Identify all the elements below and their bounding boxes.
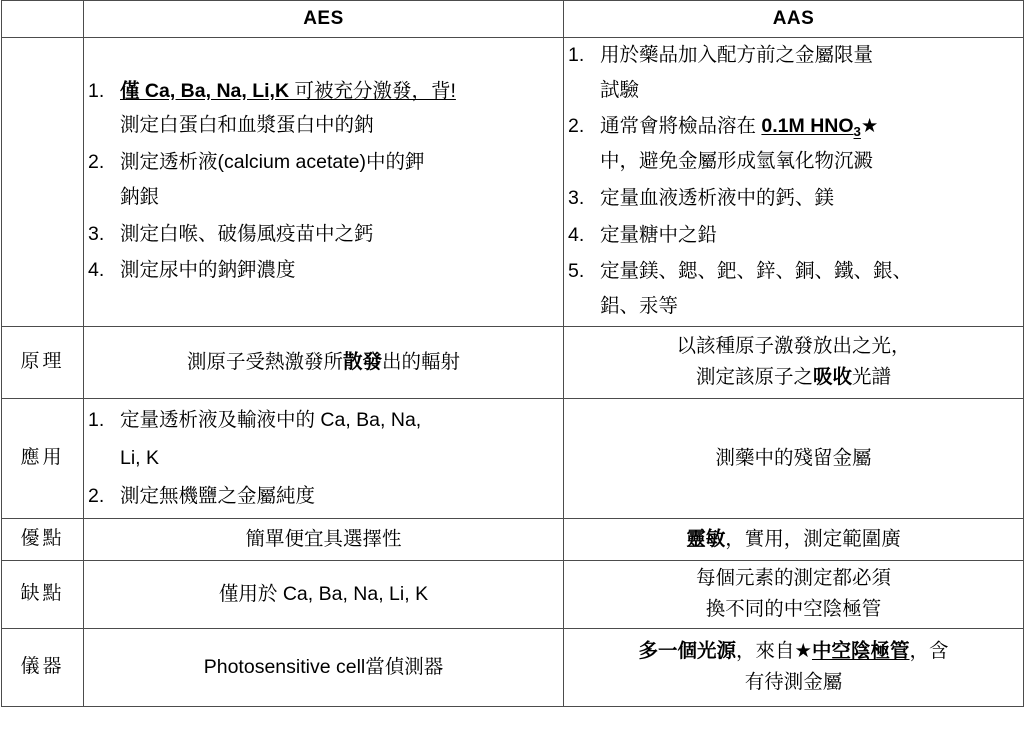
cell-aes-disadvantages: 僅用於 Ca, Ba, Na, Li, K [84,560,564,628]
cell-aas-disadvantages [564,560,1024,628]
list-item [564,254,1023,323]
list-item [84,217,563,252]
list-item [84,477,563,515]
aes-item3: 測定白喉、破傷風疫苗中之鈣 [120,222,374,245]
star-icon: ★ [860,115,879,138]
aas-instr-tail: ，含 [909,639,949,662]
cell-aes-advantages: 簡單便宜具選擇性 [84,518,564,560]
aes-item1-line2: 測定白蛋白和血漿蛋白中的鈉 [120,114,374,137]
list-item [564,218,1023,253]
row-label-instrument: 儀器 [2,628,84,706]
table-header-row [2,1,1024,38]
aes-app1-line1: 定量透析液及輸液中的 Ca, Ba, Na, [120,409,422,432]
aas-instr-lamp: 中空陰極管 [811,639,910,662]
aas-principle-pre: 測定該原子之 [695,366,813,389]
aes-item2-line2: 鈉銀 [120,185,160,208]
aes-app2: 測定無機鹽之金屬純度 [120,485,316,508]
aas-principle-emphasis: 吸收 [812,366,852,389]
aes-principle-pre: 測原子受熱激發所 [186,351,343,374]
list-item [564,109,1023,178]
aas-item5-line2: 鋁、汞等 [600,294,679,317]
aas-adv-rest: ，實用，測定範圍廣 [725,528,901,551]
aas-item1-line2: 試驗 [600,78,640,101]
aes-principle-emphasis: 散發 [342,351,382,374]
aas-item3: 定量血液透析液中的鈣、鎂 [600,186,835,209]
aes-principle-post: 出的輻射 [382,351,461,374]
cell-aes-instrument: Photosensitive cell當偵測器 [84,628,564,706]
table-row-instrument [2,628,1024,706]
aas-item1-line1: 用於藥品加入配方前之金屬限量 [600,44,874,66]
cell-aes-examples [84,38,564,327]
row-label-principle: 原理 [2,326,84,398]
aas-item2-acid: 0.1M HNO [761,115,854,138]
aas-instr-mid: ，來自 [735,639,795,662]
aas-instr-emphasis: 多一個光源 [638,639,736,662]
aas-dis-line2: 換不同的中空陰極管 [705,598,882,621]
aas-item4: 定量糖中之鉛 [600,223,718,246]
cell-aes-application [84,398,564,518]
aas-item2-before: 通常會將檢品溶在 [600,115,762,138]
aes-application-list [84,401,563,515]
star-icon: ★ [794,639,812,662]
aas-principle-post: 光譜 [852,366,892,389]
cell-aas-instrument [564,628,1024,706]
table-row-examples [2,38,1024,327]
aas-adv-emphasis: 靈敏 [686,528,726,551]
aes-item4: 測定尿中的鈉鉀濃度 [120,259,296,282]
list-item [564,38,1023,107]
aas-instr-line2: 有待測金屬 [744,671,843,694]
cell-aes-principle [84,326,564,398]
cell-aas-advantages [564,518,1024,560]
aas-principle-line1: 以該種原子激發放出之光， [676,334,911,357]
header-blank-cell [2,1,84,38]
aes-item1-chem: 僅 Ca, Ba, Na, Li,K [120,79,290,102]
aas-item2-line2: 中，避免金屬形成氫氧化物沉澱 [600,150,874,173]
list-item [84,145,563,214]
row-label-blank [2,38,84,327]
table-row-principle [2,326,1024,398]
header-aas: AAS [564,1,1024,38]
aes-item2-line1: 測定透析液(calcium acetate)中的鉀 [120,151,425,174]
cell-aas-application: 測藥中的殘留金屬 [564,398,1024,518]
list-item [84,401,563,477]
row-label-disadvantages: 缺點 [2,560,84,628]
table-row-application [2,398,1024,518]
aas-item2-acid-sub: 3 [853,124,861,140]
list-item [564,181,1023,216]
cell-aas-examples [564,38,1024,327]
row-label-advantages: 優點 [2,518,84,560]
aes-aas-comparison-table [1,0,1024,707]
table-row-disadvantages [2,560,1024,628]
table-row-advantages [2,518,1024,560]
aes-example-list [84,74,563,288]
header-aes: AES [84,1,564,38]
aas-item5-line1: 定量鎂、鍶、鈀、鋅、銅、鐵、銀、 [600,260,913,283]
row-label-application: 應用 [2,398,84,518]
aes-item1-rest: 可被充分激發，背! [289,79,456,102]
aas-example-list [564,38,1023,324]
aes-app1-line2: Li, K [120,447,160,470]
aas-dis-line1: 每個元素的測定都必須 [695,566,891,589]
list-item [84,74,563,143]
list-item [84,253,563,288]
cell-aas-principle [564,326,1024,398]
